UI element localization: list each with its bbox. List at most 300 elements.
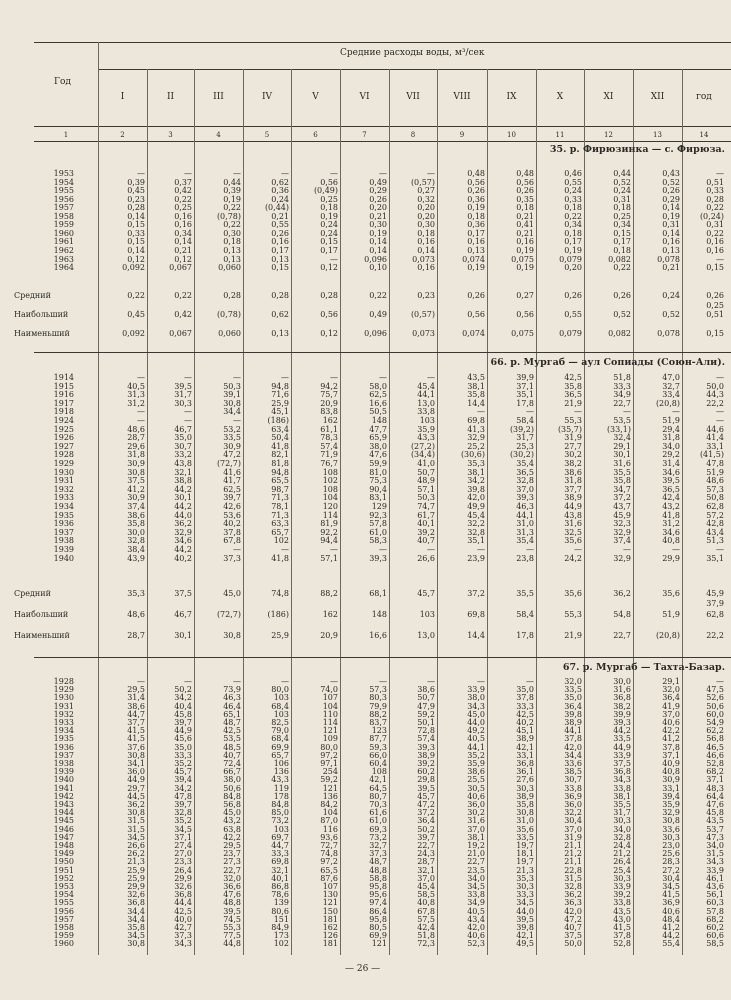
value-cell: 24,2	[564, 553, 582, 563]
value-cell: 36,8	[127, 898, 145, 908]
summary-value: 0,24	[662, 291, 680, 300]
value-cell: 43,3	[271, 775, 289, 785]
value-cell: 44,9	[127, 775, 145, 785]
summary-value: 0,26	[467, 291, 485, 300]
value-cell: 0,30	[417, 220, 435, 230]
summary-value: 21,9	[564, 631, 582, 640]
value-cell: 33,5	[613, 734, 631, 744]
value-cell: 45,1	[271, 407, 289, 417]
summary-value: (0,78)	[216, 310, 241, 319]
value-cell: 30,2	[564, 450, 582, 460]
value-cell: 27,2	[662, 865, 680, 875]
value-cell: 39,7	[174, 800, 192, 809]
value-cell: 0,55	[271, 220, 289, 230]
value-cell: 69,7	[271, 832, 289, 842]
value-cell: 43,5	[467, 373, 485, 382]
summary-value: 0,22	[369, 291, 387, 300]
value-cell: 41,2	[662, 923, 680, 932]
summary-value: 0,27	[516, 291, 534, 300]
value-cell: —	[233, 373, 241, 382]
value-cell: 95,8	[369, 882, 387, 891]
column-number: 3	[168, 131, 173, 139]
value-cell: 35,6	[516, 824, 534, 834]
page-number: — 26 —	[345, 964, 381, 974]
value-cell: 52,8	[706, 759, 724, 768]
value-cell: 42,6	[223, 502, 241, 511]
value-cell: 42,5	[564, 373, 582, 382]
value-cell: 44,3	[706, 390, 724, 400]
value-cell: 148	[371, 416, 387, 425]
value-cell: 39,1	[223, 390, 241, 400]
value-cell: 47,0	[662, 373, 680, 382]
summary-row	[0, 310, 731, 319]
value-cell: 31,0	[516, 519, 534, 529]
month-header: II	[166, 92, 175, 102]
value-cell: 97,2	[320, 857, 338, 867]
summary-row	[0, 631, 731, 640]
year-cell: 1957	[53, 914, 74, 924]
value-cell: 0,16	[467, 237, 485, 247]
value-cell: 32,4	[613, 433, 631, 443]
value-cell: 45,0	[223, 808, 241, 818]
value-cell: 43,7	[613, 502, 631, 511]
value-cell: 66,7	[223, 767, 241, 777]
value-cell: 84,9	[271, 923, 289, 932]
month-header: III	[213, 92, 224, 102]
value-cell: 0,078	[657, 254, 680, 264]
summary-value: 55,3	[564, 610, 582, 619]
value-cell: 59,2	[320, 775, 338, 785]
value-cell: 32,0	[662, 685, 680, 695]
summary-value: 35,5	[516, 589, 534, 598]
value-cell: 40,8	[662, 767, 680, 777]
value-cell: 0,55	[564, 177, 582, 187]
value-cell: 0,30	[223, 228, 241, 238]
value-cell: (0,49)	[313, 186, 338, 196]
value-cell: 32,9	[613, 527, 631, 537]
value-cell: 44,8	[223, 939, 241, 949]
summary-value: 0,56	[467, 310, 485, 319]
value-cell: 32,2	[467, 519, 485, 529]
summary-value: 46,7	[174, 610, 192, 619]
value-cell: 31,8	[662, 433, 680, 443]
year-cell: 1954	[53, 177, 74, 187]
value-cell: 47,3	[706, 832, 724, 842]
value-cell: 181	[322, 939, 338, 949]
value-cell: 47,5	[706, 685, 724, 695]
value-cell: 0,15	[127, 237, 145, 247]
value-cell: 0,14	[127, 211, 145, 221]
value-cell: 50,3	[417, 493, 435, 503]
table-row	[0, 939, 731, 948]
value-cell: 23,8	[516, 553, 534, 563]
value-cell: 60,2	[706, 923, 724, 932]
value-cell: 33,6	[662, 824, 680, 834]
column-number: 13	[653, 131, 662, 139]
value-cell: 38,0	[467, 693, 485, 703]
value-cell: 26,4	[174, 865, 192, 875]
value-cell: 47,6	[223, 890, 241, 900]
value-cell: —	[623, 407, 631, 417]
value-cell: 48,7	[223, 718, 241, 727]
value-cell: 0,19	[564, 245, 582, 255]
summary-row	[0, 329, 731, 338]
month-header: IX	[506, 92, 517, 102]
value-cell: 38,5	[564, 767, 582, 777]
summary-value: 0,45	[127, 310, 145, 319]
value-cell: 36,2	[127, 800, 145, 809]
value-cell: 69,3	[369, 824, 387, 834]
year-cell: 1943	[53, 800, 74, 809]
value-cell: 0,22	[564, 211, 582, 221]
summary-value: 22,7	[613, 631, 631, 640]
value-cell: 0,24	[271, 194, 289, 204]
value-cell: 35,0	[516, 685, 534, 695]
value-cell: 129	[371, 502, 387, 511]
value-cell: —	[477, 407, 485, 417]
value-cell: 19,7	[516, 857, 534, 867]
value-cell: 32,3	[613, 519, 631, 529]
value-cell: 59,9	[369, 459, 387, 468]
value-cell: —	[330, 373, 338, 382]
value-cell: 31,7	[516, 433, 534, 443]
value-cell: 32,8	[467, 527, 485, 537]
year-cell: 1960	[53, 228, 74, 238]
value-cell: 0,27	[417, 186, 435, 196]
value-cell: 35,2	[467, 750, 485, 760]
value-cell: 40,2	[223, 519, 241, 529]
value-cell: 68,2	[706, 914, 724, 924]
value-cell: 37,0	[516, 484, 534, 494]
value-cell: 25,9	[127, 873, 145, 883]
column-number: 1	[63, 131, 69, 139]
value-cell: 52,8	[613, 939, 631, 949]
value-cell: 102	[322, 476, 338, 486]
value-cell: 0,19	[369, 228, 387, 238]
value-cell: 37,8	[223, 527, 241, 537]
value-cell: 29,9	[662, 553, 680, 563]
year-cell: 1956	[53, 906, 74, 916]
value-cell: 57,8	[369, 519, 387, 529]
value-cell: 33,1	[706, 441, 724, 451]
value-cell: 34,0	[613, 824, 631, 834]
value-cell: 33,5	[516, 832, 534, 842]
value-cell: 0,19	[662, 211, 680, 221]
value-cell: 0,13	[662, 245, 680, 255]
value-cell: 44,2	[662, 931, 680, 941]
value-cell: —	[281, 373, 289, 382]
value-cell: (35,7)	[557, 424, 582, 434]
value-cell: 50,5	[369, 407, 387, 417]
year-cell: 1914	[53, 373, 74, 382]
value-cell: 44,1	[467, 742, 485, 752]
summary-value: 74,8	[271, 589, 289, 598]
value-cell: 34,5	[467, 882, 485, 891]
value-cell: 41,5	[662, 890, 680, 900]
value-cell: 0,29	[662, 194, 680, 204]
value-cell: 56,8	[706, 734, 724, 744]
value-cell: 36,4	[662, 693, 680, 703]
value-cell: 27,3	[223, 857, 241, 867]
value-cell: 0,14	[662, 228, 680, 238]
value-cell: 32,9	[174, 527, 192, 537]
value-cell: 34,3	[467, 701, 485, 711]
value-cell: —	[233, 677, 241, 686]
value-cell: 18,1	[516, 849, 534, 859]
value-cell: 44,2	[174, 502, 192, 511]
value-cell: 33,3	[516, 701, 534, 711]
summary-value: 0,56	[516, 310, 534, 319]
value-cell: 37,3	[174, 931, 192, 941]
value-cell: 57,3	[369, 685, 387, 695]
value-cell: 30,9	[127, 459, 145, 468]
month-header: год	[696, 92, 712, 102]
year-cell: 1958	[53, 211, 74, 221]
year-cell: 1953	[53, 169, 74, 178]
value-cell: 64,5	[369, 783, 387, 793]
value-cell: 0,17	[613, 237, 631, 247]
value-cell: 43,8	[564, 510, 582, 520]
value-cell: 30,8	[127, 750, 145, 760]
value-cell: 0,16	[706, 237, 724, 247]
value-cell: 50,7	[417, 467, 435, 477]
value-cell: 30,1	[613, 450, 631, 460]
column-number: 12	[604, 131, 613, 139]
value-cell: 80,3	[369, 693, 387, 703]
year-cell: 1948	[53, 841, 74, 850]
value-cell: 0,13	[467, 245, 485, 255]
value-cell: 37,1	[662, 750, 680, 760]
value-cell: 37,1	[706, 775, 724, 785]
summary-value: 45,7	[417, 589, 435, 598]
value-cell: 38,9	[516, 734, 534, 744]
value-cell: 31,5	[127, 824, 145, 834]
value-cell: 98,7	[271, 484, 289, 494]
value-cell: 74,7	[417, 502, 435, 511]
value-cell: 40,7	[417, 536, 435, 546]
value-cell: —	[184, 169, 192, 178]
column-number: 7	[362, 131, 367, 139]
summary-value: 0,56	[320, 310, 338, 319]
value-cell: 62,5	[223, 484, 241, 494]
value-cell: 34,4	[223, 407, 241, 417]
value-cell: 36,2	[174, 519, 192, 529]
value-cell: 107	[322, 882, 338, 891]
value-cell: 85,0	[271, 808, 289, 818]
value-cell: 58,0	[369, 381, 387, 391]
year-column-header: Год	[54, 77, 71, 87]
value-cell: 0,26	[662, 186, 680, 196]
value-cell: 33,3	[271, 849, 289, 859]
value-cell: 65,7	[271, 750, 289, 760]
year-cell: 1936	[53, 742, 74, 752]
value-cell: 0,21	[271, 211, 289, 221]
value-cell: —	[281, 169, 289, 178]
value-cell: 30,8	[516, 808, 534, 818]
value-cell: 35,1	[467, 536, 485, 546]
value-cell: 35,8	[127, 519, 145, 529]
value-cell: 23,5	[467, 865, 485, 875]
value-cell: 30,8	[662, 816, 680, 826]
column-number: 8	[410, 131, 416, 139]
column-number: 14	[699, 131, 709, 139]
value-cell: 51,3	[706, 536, 724, 546]
value-cell: 0,13	[223, 254, 241, 264]
value-cell: 40,0	[174, 914, 192, 924]
summary-value: 51,9	[662, 610, 680, 619]
value-cell: 58,8	[369, 873, 387, 883]
value-cell: 0,14	[369, 237, 387, 247]
year-cell: 1945	[53, 816, 74, 826]
value-cell: 37,0	[467, 824, 485, 834]
value-cell: 97,1	[320, 759, 338, 768]
value-cell: 28,3	[662, 857, 680, 867]
value-cell: 31,8	[564, 476, 582, 486]
value-cell: 0,13	[223, 245, 241, 255]
value-cell: 42,1	[369, 775, 387, 785]
value-cell: 48,3	[706, 783, 724, 793]
value-cell: 92,2	[320, 527, 338, 537]
value-cell: 13,0	[417, 398, 435, 408]
value-cell: 0,20	[369, 203, 387, 213]
summary-value: 88,2	[320, 589, 338, 598]
value-cell: 0,20	[417, 203, 435, 213]
value-cell: 50,6	[706, 701, 724, 711]
value-cell: 42,5	[174, 906, 192, 916]
value-cell: 0,067	[169, 263, 192, 273]
value-cell: —	[330, 254, 338, 264]
summary-value: 0,28	[320, 291, 338, 300]
value-cell: —	[672, 407, 680, 417]
value-cell: 29,2	[662, 450, 680, 460]
value-cell: (41,5)	[699, 450, 724, 460]
year-cell: 1935	[53, 734, 74, 744]
value-cell: 43,5	[613, 906, 631, 916]
value-cell: —	[233, 545, 241, 554]
value-cell: 40,6	[662, 718, 680, 727]
value-cell: 36,4	[564, 701, 582, 711]
value-cell: 65,9	[369, 433, 387, 443]
value-cell: 30,9	[127, 493, 145, 503]
summary-label: Средний	[14, 291, 51, 300]
value-cell: 57,1	[417, 484, 435, 494]
value-cell: 37,0	[662, 709, 680, 719]
value-cell: 40,2	[516, 718, 534, 727]
value-cell: 51,9	[706, 467, 724, 477]
value-cell: 44,7	[271, 841, 289, 850]
value-cell: 38,4	[127, 545, 145, 554]
value-cell: —	[716, 254, 724, 264]
value-cell: 61,1	[320, 424, 338, 434]
value-cell: 23,3	[174, 857, 192, 867]
value-cell: 46,1	[706, 873, 724, 883]
year-cell: 1955	[53, 898, 74, 908]
table-row	[0, 263, 731, 272]
value-cell: 43,0	[613, 914, 631, 924]
value-cell: 40,6	[662, 906, 680, 916]
year-cell: 1937	[53, 527, 74, 537]
value-cell: 24,4	[613, 841, 631, 850]
value-cell: 59,3	[369, 742, 387, 752]
year-cell: 1944	[53, 808, 74, 818]
value-cell: 71,3	[271, 493, 289, 503]
value-cell: 47,6	[369, 450, 387, 460]
value-cell: 0,39	[127, 177, 145, 187]
value-cell: 60,2	[417, 767, 435, 777]
value-cell: 0,13	[271, 254, 289, 264]
value-cell: 44,1	[417, 390, 435, 400]
value-cell: 49,5	[516, 939, 534, 949]
value-cell: 56,1	[706, 890, 724, 900]
year-cell: 1953	[53, 882, 74, 891]
value-cell: 63,8	[223, 824, 241, 834]
value-cell: 35,8	[564, 381, 582, 391]
value-cell: 114	[322, 510, 338, 520]
value-cell: 104	[322, 493, 338, 503]
value-cell: 78,3	[320, 433, 338, 443]
value-cell: 0,33	[127, 228, 145, 238]
value-cell: 39,4	[174, 775, 192, 785]
value-cell: 45,7	[417, 791, 435, 801]
value-cell: 39,3	[613, 718, 631, 727]
value-cell: 0,52	[613, 177, 631, 187]
value-cell: 42,0	[564, 742, 582, 752]
value-cell: 34,6	[174, 536, 192, 546]
value-cell: 58,3	[369, 536, 387, 546]
summary-value: 62,8	[706, 610, 724, 619]
value-cell: 41,5	[127, 726, 145, 736]
value-cell: 30,1	[174, 493, 192, 503]
value-cell: 0,39	[223, 186, 241, 196]
value-cell: 37,5	[127, 476, 145, 486]
value-cell: 35,4	[516, 459, 534, 468]
value-cell: —	[379, 373, 387, 382]
value-cell: 136	[273, 767, 289, 777]
value-cell: 38,9	[564, 493, 582, 503]
value-cell: 38,6	[564, 467, 582, 477]
value-cell: 80,7	[369, 791, 387, 801]
value-cell: 44,9	[564, 502, 582, 511]
value-cell: 35,5	[613, 467, 631, 477]
value-cell: 34,0	[706, 841, 724, 850]
month-header: I	[120, 92, 125, 102]
value-cell: 39,3	[516, 493, 534, 503]
value-cell: 50,6	[223, 783, 241, 793]
value-cell: 47,8	[706, 459, 724, 468]
value-cell: 50,8	[706, 493, 724, 503]
summary-value: 37,2	[467, 589, 485, 598]
value-cell: 39,2	[417, 527, 435, 537]
value-cell: 38,0	[223, 775, 241, 785]
value-cell: 40,2	[174, 553, 192, 563]
value-cell: 0,21	[516, 228, 534, 238]
value-cell: 150	[322, 906, 338, 916]
value-cell: 51,8	[613, 373, 631, 382]
value-cell: 32,1	[174, 467, 192, 477]
year-cell: 1929	[53, 685, 74, 695]
value-cell: 45,8	[174, 709, 192, 719]
value-cell: 114	[322, 718, 338, 727]
value-cell: 39,8	[516, 923, 534, 932]
value-cell: 48,4	[662, 914, 680, 924]
value-cell: 37,5	[564, 931, 582, 941]
value-cell: 38,9	[417, 750, 435, 760]
value-cell: 40,8	[662, 536, 680, 546]
value-cell: 41,5	[127, 734, 145, 744]
value-cell: 39,2	[417, 759, 435, 768]
value-cell: 25,5	[467, 775, 485, 785]
value-cell: 94,4	[320, 536, 338, 546]
